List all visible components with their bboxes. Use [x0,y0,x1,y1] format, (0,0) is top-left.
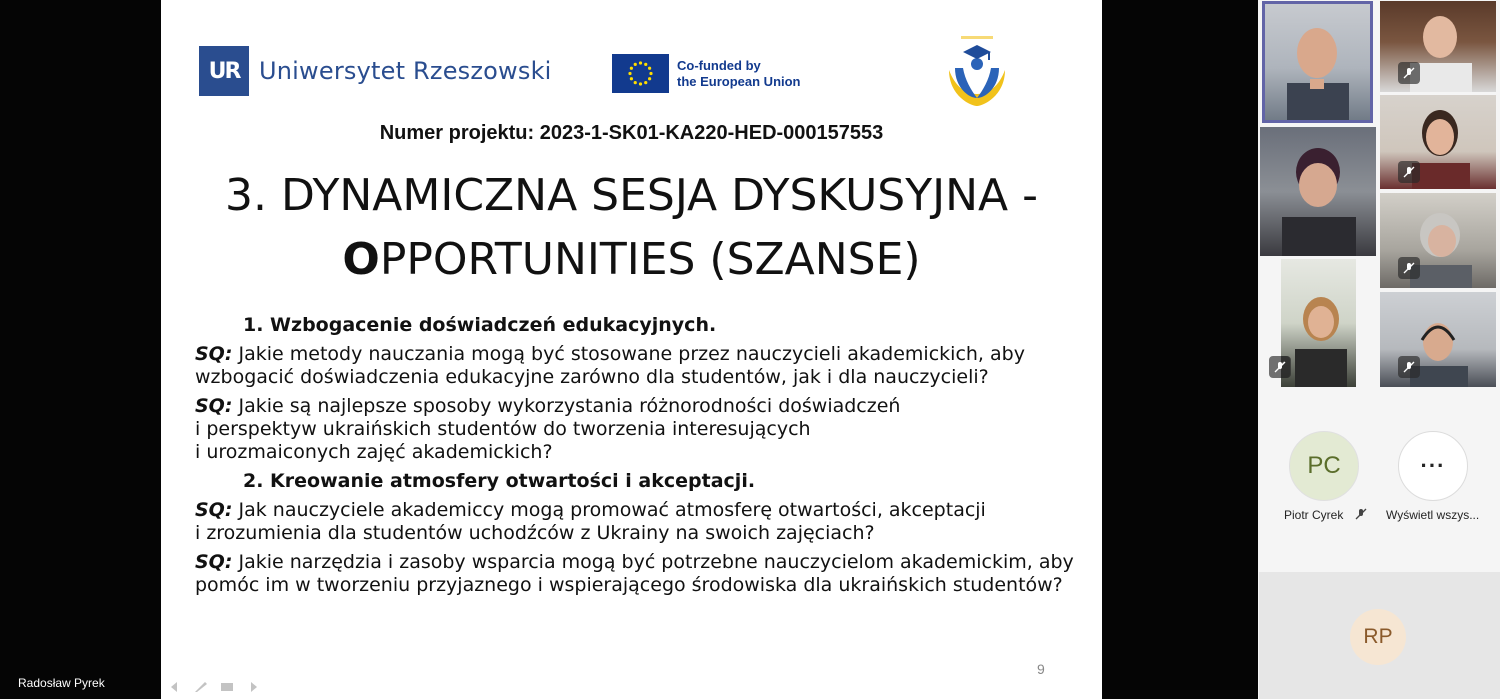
question-line: wzbogacić doświadczenia edukacyjne zarówno dla studentów, jak i dla nauczycieli? [195,366,989,388]
university-logo [199,46,552,96]
section-heading: 2. Kreowanie atmosfery otwartości i akceptacji. [243,470,756,492]
participant-video-tile[interactable] [1281,259,1356,387]
question-line: Jak nauczyciele akademiccy mogą promować atmosferę otwartości, akceptacji [238,499,986,521]
question-item [195,343,1085,389]
question-line: pomóc im w tworzeniu przyjaznego i wspierającego środowiska dla ukraińskich studentów? [195,574,1063,596]
participant-name: Piotr Cyrek [1284,508,1367,523]
question-prefix: SQ: [195,343,233,365]
question-line: Jakie są najlepsze sposoby wykorzystania różnorodności doświadczeń [238,395,901,417]
eu-cofunded-logo [612,54,801,93]
previous-slide-icon[interactable] [167,678,183,690]
question-prefix: SQ: [195,551,233,573]
title-line-2 [161,228,1102,292]
slide-title [161,164,1102,292]
eu-line-1: Co-funded by [677,57,761,73]
question-item [195,499,1085,545]
self-view-pane [1259,572,1500,699]
muted-mic-icon [1398,257,1420,279]
view-all-participants-button[interactable] [1398,431,1468,501]
participant-video-tile[interactable] [1380,193,1496,288]
question-line: Jakie narzędzia i zasoby wsparcia mogą być potrzebne nauczycielom akademickim, aby [238,551,1074,573]
question-item [195,395,1085,464]
question-line: i perspektyw ukraińskich studentów do tworzenia interesujących [195,418,811,440]
project-logo-icon [941,30,1013,110]
presenter-name-label: Radosław Pyrek [18,676,105,690]
eu-cofunded-text [677,58,801,90]
muted-mic-icon [1398,161,1420,183]
participant-video-tile[interactable] [1380,292,1496,387]
slide-body [195,314,1085,603]
eu-line-2: the European Union [677,73,801,89]
muted-mic-icon [1398,356,1420,378]
avatar-initials: RP [1363,625,1393,648]
question-line: Jakie metody nauczania mogą być stosowane przez nauczycieli akademickich, aby [238,343,1025,365]
question-line: i urozmaiconych zajęć akademickich? [195,441,553,463]
more-options-icon: ··· [1420,453,1446,478]
title-line-2-rest: PPORTUNITIES (SZANSE) [379,234,921,285]
question-item [195,551,1085,597]
title-initial: O [342,234,380,285]
muted-mic-icon [1398,62,1420,84]
participant-video-tile[interactable] [1260,127,1376,256]
question-prefix: SQ: [195,499,233,521]
question-prefix: SQ: [195,395,233,417]
muted-mic-icon [1269,356,1291,378]
slide-page-number: 9 [1037,661,1045,677]
section-heading: 1. Wzbogacenie doświadczeń edukacyjnych. [243,314,717,336]
self-avatar[interactable] [1350,609,1406,665]
question-line: i zrozumienia dla studentów uchodźców z Ukrainy na swoich zajęciach? [195,522,875,544]
slide-nav-controls [167,678,261,690]
participant-avatar[interactable] [1289,431,1359,501]
next-slide-icon[interactable] [245,678,261,690]
presentation-slide [161,0,1102,699]
participant-video-tile[interactable] [1262,1,1373,123]
title-line-1: 3. DYNAMICZNA SESJA DYSKUSYJNA - [225,170,1038,221]
ur-logo-mark: UR [199,46,249,96]
university-name: Uniwersytet Rzeszowski [259,57,552,85]
participant-video-tile[interactable] [1380,95,1496,189]
project-number: Numer projektu: 2023-1-SK01-KA220-HED-000157553 [379,122,884,144]
eu-flag-icon [612,54,669,93]
view-all-label[interactable]: Wyświetl wszys... [1386,508,1480,522]
menu-icon[interactable] [219,678,235,690]
pen-icon[interactable] [193,678,209,690]
muted-mic-icon [1355,508,1367,523]
avatar-initials: PC [1307,452,1341,479]
participant-video-tile[interactable] [1380,1,1496,92]
